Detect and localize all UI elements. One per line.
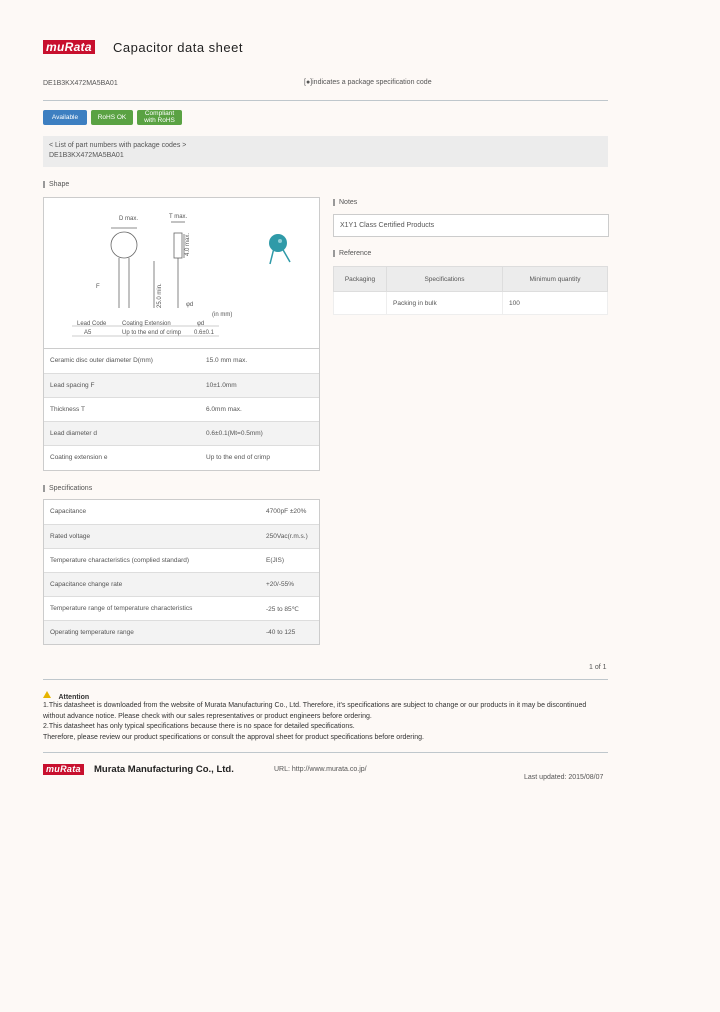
row-value: 4700pF ±20%	[266, 508, 307, 515]
row-value: 250Vac(r.m.s.)	[266, 533, 308, 540]
row-label: Lead diameter d	[50, 430, 97, 437]
attention-line: 2.This datasheet has only typical specifications because there is no space for detailed specifications.	[43, 723, 355, 730]
row-label: Lead spacing F	[50, 382, 95, 389]
row-label: Temperature range of temperature characteristics	[50, 605, 193, 612]
table-row	[44, 373, 319, 397]
attention-line: Therefore, please review our product specifications or consult the approval sheet for product specifications before ordering.	[43, 733, 424, 741]
halogen-badge[interactable]	[137, 110, 182, 125]
company-name: Murata Manufacturing Co., Ltd.	[94, 764, 234, 775]
shape-heading: Shape	[43, 181, 69, 188]
val-phi-d: 0.6±0.1	[194, 330, 214, 336]
row-value: 10±1.0mm	[206, 382, 237, 389]
available-badge[interactable]: Available	[43, 110, 87, 125]
row-label: Rated voltage	[50, 533, 91, 540]
col-coating: Coating Extension	[122, 321, 171, 327]
col-minimum-quantity: Minimum quantity	[503, 267, 608, 292]
col-phi-d: φd	[197, 321, 205, 327]
table-row	[44, 548, 319, 572]
row-value: -40 to 125	[266, 629, 296, 636]
part-list-box	[43, 136, 608, 167]
val-lead-code: A5	[84, 330, 92, 336]
val-coating: Up to the end of crimp	[122, 330, 182, 336]
row-value: 15.0 mm max.	[206, 357, 248, 364]
part-list-label: < List of part numbers with package codes >	[49, 142, 187, 149]
table-header-row	[334, 267, 608, 292]
company-url[interactable]: URL: http://www.murata.co.jp/	[274, 766, 367, 773]
rohs-badge[interactable]: RoHS OK	[91, 110, 133, 125]
reference-heading: Reference	[333, 250, 371, 257]
halogen-line2: with RoHS	[144, 117, 175, 124]
table-row	[44, 572, 319, 596]
table-row	[44, 620, 319, 644]
row-value: Up to the end of crimp	[206, 454, 270, 461]
shape-drawing-panel	[43, 197, 320, 350]
row-label: Coating extension e	[50, 454, 108, 461]
dim-lead-len: 25.0 min.	[157, 283, 163, 308]
row-label: Thickness T	[50, 406, 85, 413]
notes-heading: Notes	[333, 199, 357, 206]
cell-specifications: Packing in bulk	[387, 292, 503, 315]
dim-top-len: 4.0 max.	[185, 232, 191, 256]
reference-table	[333, 266, 608, 315]
dim-d-max: D max.	[119, 216, 139, 222]
table-row	[44, 500, 319, 523]
dim-phi-d: φd	[186, 302, 194, 308]
specifications-table	[43, 499, 320, 645]
row-value: E(JIS)	[266, 557, 285, 564]
dim-f: F	[96, 284, 100, 290]
attention-line: without advance notice. Please check with our sales representatives or product engineers before ordering.	[43, 712, 372, 720]
row-value: 6.0mm max.	[206, 406, 242, 413]
dim-unit: (in mm)	[212, 312, 233, 318]
shape-table	[43, 348, 320, 471]
notes-text: X1Y1 Class Certified Products	[340, 222, 435, 229]
table-row	[334, 292, 608, 315]
attention-heading: Attention	[58, 694, 90, 701]
specifications-heading: Specifications	[43, 485, 92, 492]
row-label: Temperature characteristics (complied standard)	[50, 557, 190, 564]
row-value: +20/-55%	[266, 581, 295, 588]
page-title: Capacitor data sheet	[113, 40, 243, 55]
col-specifications: Specifications	[387, 267, 503, 292]
row-label: Capacitance change rate	[50, 581, 123, 588]
capacitor-drawing	[44, 198, 319, 349]
col-packaging: Packaging	[334, 267, 387, 292]
dim-t-max: T max.	[169, 214, 188, 220]
table-row	[44, 349, 319, 372]
col-lead-code: Lead Code	[77, 321, 107, 327]
halogen-line1: Compliant	[144, 110, 175, 117]
table-row	[44, 524, 319, 548]
table-row	[44, 445, 319, 469]
page-number: 1 of 1	[589, 664, 607, 671]
row-value: 0.6±0.1(Mt=0.5mm)	[206, 430, 263, 437]
row-label: Ceramic disc outer diameter D(mm)	[50, 357, 153, 364]
row-label: Capacitance	[50, 508, 87, 515]
cell-quantity: 100	[503, 292, 608, 315]
table-row	[44, 421, 319, 445]
notes-box	[333, 214, 609, 237]
murata-logo: muRata	[43, 40, 95, 54]
footer-logo: muRata	[43, 764, 84, 775]
part-number: DE1B3KX472MA5BA01	[43, 80, 118, 87]
table-row	[44, 397, 319, 421]
attention-text	[43, 701, 615, 743]
cell-packaging	[334, 292, 387, 315]
package-code-note: [●]indicates a package specification code	[304, 79, 432, 86]
table-row	[44, 596, 319, 620]
warning-icon	[43, 691, 51, 698]
row-value: -25 to 85℃	[266, 606, 299, 613]
row-label: Operating temperature range	[50, 629, 134, 636]
last-updated: Last updated: 2015/08/07	[524, 774, 604, 781]
attention-line: 1.This datasheet is downloaded from the website of Murata Manufacturing Co., Ltd. Therefore, it's specifications are subject to change or our products in it may be discontinued	[43, 702, 587, 709]
part-list-value[interactable]: DE1B3KX472MA5BA01	[49, 152, 124, 159]
capacitor-photo-icon	[269, 234, 290, 264]
